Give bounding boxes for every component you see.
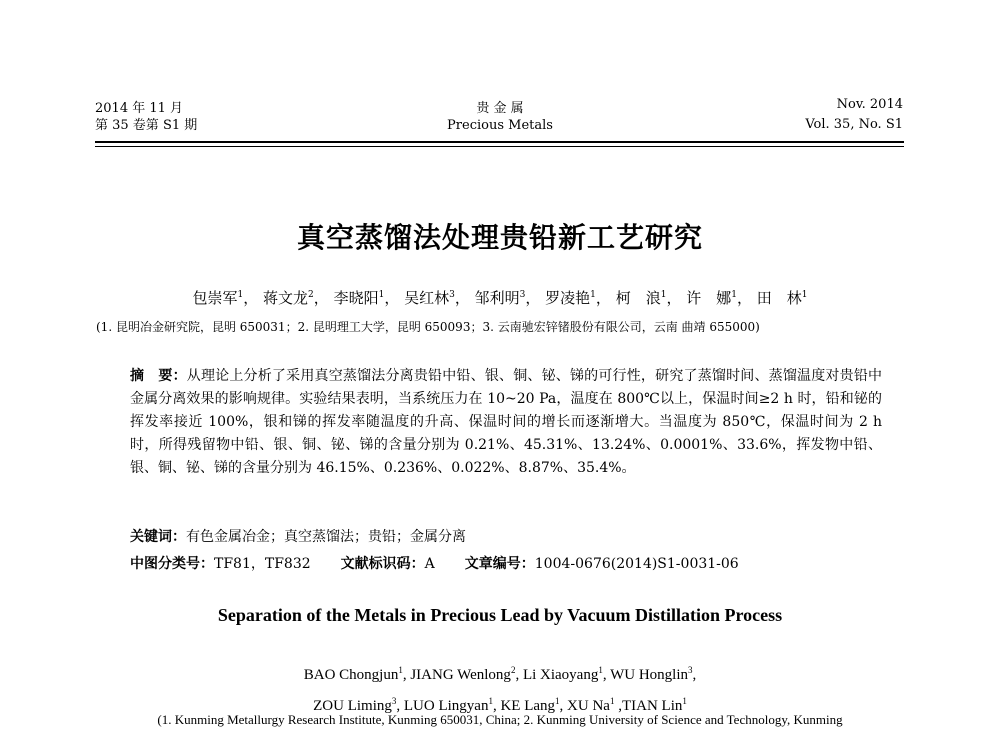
abstract-label: 摘 要： bbox=[130, 368, 187, 384]
header-right bbox=[805, 95, 903, 135]
keywords-cn bbox=[130, 526, 466, 548]
affiliation-cn: (1. 昆明冶金研究院，昆明 650031；2. 昆明理工大学，昆明 650093；3. 云南驰宏锌锗股份有限公司，云南 曲靖 655000) bbox=[96, 320, 760, 334]
author-cn: 罗凌艳$^1$ bbox=[545, 289, 596, 307]
clc-label: 中图分类号： bbox=[130, 556, 214, 572]
author-en: TIAN Lin$^1$ bbox=[621, 696, 687, 714]
article-number-label: 文章编号： bbox=[464, 556, 535, 572]
author-cn: 邹利明$^3$ bbox=[474, 289, 526, 307]
volume-en: Vol. 35, No. S1 bbox=[805, 117, 903, 132]
paper-title-cn: 真空蒸馏法处理贵铅新工艺研究 bbox=[296, 221, 703, 254]
author-en: WU Honglin$^3$ bbox=[610, 665, 693, 683]
header-left bbox=[95, 100, 197, 134]
header-rule-thin bbox=[95, 146, 904, 147]
author-cn: 蒋文龙$^2$ bbox=[263, 289, 314, 307]
header-center bbox=[400, 100, 600, 134]
affiliation-en: (1. Kunming Metallurgy Research Institute, Kunming 650031, China; 2. Kunming University of Science and Technology, Kunming bbox=[157, 712, 843, 727]
author-cn: 柯 浪$^1$ bbox=[615, 289, 667, 307]
author-cn: 包崇军$^1$ bbox=[192, 289, 244, 307]
journal-name-en: Precious Metals bbox=[447, 118, 553, 133]
author-en: Li Xiaoyang$^1$ bbox=[522, 665, 603, 683]
author-en: BAO Chongjun$^1$ bbox=[303, 665, 403, 683]
author-cn: 李晓阳$^1$ bbox=[333, 289, 385, 307]
issue-date-cn: 2014 年 11 月 bbox=[95, 101, 184, 116]
keywords-text: 有色金属冶金；真空蒸馏法；贵铅；金属分离 bbox=[186, 529, 466, 545]
author-en: KE Lang$^1$ bbox=[500, 696, 560, 714]
classification-line bbox=[130, 553, 739, 575]
abstract-cn bbox=[130, 365, 882, 480]
author-en: ZOU Liming$^3$ bbox=[313, 696, 397, 714]
doc-code-value: A bbox=[424, 556, 435, 572]
paper-title-en: Separation of the Metals in Precious Lead by Vacuum Distillation Process bbox=[217, 605, 783, 625]
author-cn: 田 林$^1$ bbox=[756, 289, 808, 307]
author-cn: 吴红林$^3$ bbox=[404, 289, 455, 307]
clc-value: TF81，TF832 bbox=[214, 556, 311, 572]
author-list-cn: 包崇军$^1$， 蒋文龙$^2$， 李晓阳$^1$， 吴红林$^3$， 邹利明$^3$， 罗凌艳$^1$， 柯 浪$^1$， 许 娜$^1$， 田 林$^1$ bbox=[192, 289, 808, 307]
author-cn: 许 娜$^1$ bbox=[686, 289, 737, 307]
author-en: LUO Lingyan$^1$ bbox=[403, 696, 493, 714]
abstract-text: 从理论上分析了采用真空蒸馏法分离贵铅中铅、银、铜、铋、锑的可行性，研究了蒸馏时间、蒸馏温度对贵铅中金属分离效果的影响规律。实验结果表明，当系统压力在 10~20 Pa，温度在 800℃以上，保温时间≥2 h 时，铅和铋的挥发率接近 100%，银和锑的挥发率随温度的升高、保温时间的增长而逐渐增大。当温度为 850℃，保温时间为 2 h 时，所得残留物中铅、银、铜、铋、锑的含量分别为 0.21%、45.31%、13.24%、0.0001%、33.6%，挥发物中铅、银、铜、铋、锑的含量分别为 46.15%、0.236%、0.022%、8.87%、35.4%。 bbox=[130, 368, 883, 476]
volume-cn: 第 35 卷第 S1 期 bbox=[95, 118, 198, 133]
issue-date-en: Nov. 2014 bbox=[836, 97, 903, 112]
author-en: JIANG Wenlong$^2$ bbox=[410, 665, 516, 683]
header-rule-thick bbox=[95, 141, 904, 143]
journal-name-cn: 贵 金 属 bbox=[476, 101, 524, 116]
doc-code-label: 文献标识码： bbox=[340, 556, 425, 572]
article-number-value: 1004-0676(2014)S1-0031-06 bbox=[534, 556, 739, 572]
author-list-en bbox=[0, 657, 1000, 719]
keywords-label: 关键词： bbox=[130, 529, 186, 545]
author-en: XU Na$^1$ bbox=[567, 696, 615, 714]
author-line-en-2: ZOU Liming$^3$, LUO Lingyan$^1$, KE Lang$^1$, XU Na$^1$ ,TIAN Lin$^1$ bbox=[313, 696, 687, 714]
author-line-en-1: BAO Chongjun$^1$, JIANG Wenlong$^2$, Li Xiaoyang$^1$, WU Honglin$^3$, bbox=[303, 665, 697, 683]
